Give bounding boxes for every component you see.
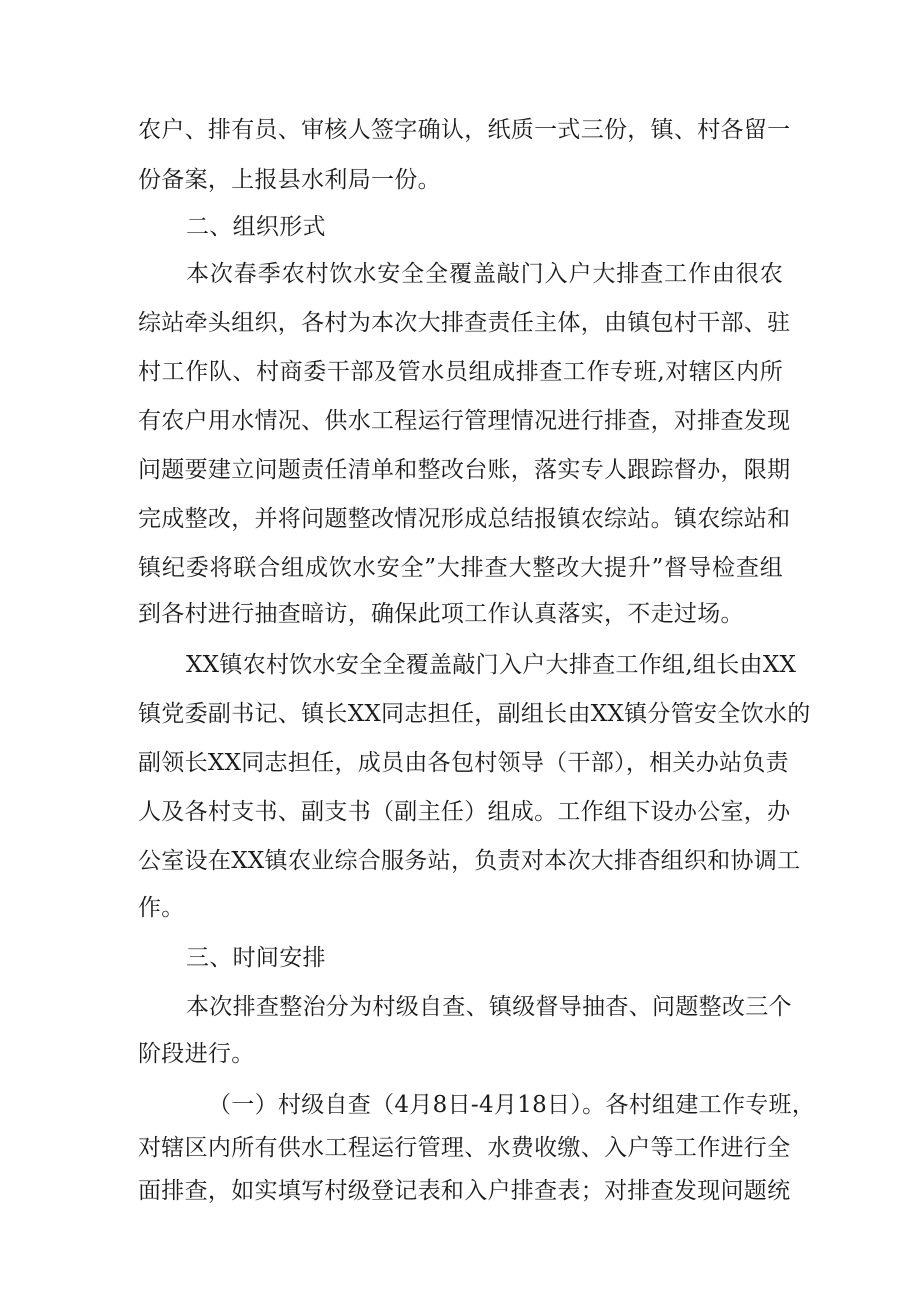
text-line: 公室设在XX镇农业综合服务站，负责对本次大排杳组织和协调工	[138, 848, 801, 874]
text-line: 问题要建立问题责任清单和整改台账，落实专人跟踪督办，限期	[138, 457, 791, 483]
text-line: 农户、排有员、审核人签字确认，纸质一式三份，镇、村各留一	[138, 117, 791, 143]
text-line: 本次排查整治分为村级自查、镇级督导抽杳、问题整改三个	[186, 994, 792, 1020]
text-line: 对辖区内所有供水工程运行管理、水费收缴、入户等工作进行全	[138, 1135, 791, 1161]
text-line: 镇纪委将联合组成饮水安全”大排查大整改大提升”督导检查组	[138, 555, 783, 581]
text-line: 综站牵头组织，各村为本次大排查责任主体，由镇包村干部、驻	[138, 310, 791, 336]
text-line: 本次春季农村饮水安全全覆盖敲门入户大排查工作由很农	[186, 261, 783, 287]
section-heading: 二、组织形式	[186, 214, 326, 240]
text-line: 镇党委副书记、镇长XX同志担任，副组长由XX镇分管安全饮水的	[138, 701, 811, 727]
text-line: 副领长XX同志担任，成员由各包村领导（干部），相关办站负责	[138, 750, 789, 776]
text-line: 有农户用水情况、供水工程运行管理情况进行排查，对排查发现	[138, 408, 791, 434]
text-line: 面排查，如实填写村级登记表和入户排查表；对排查发现问题统	[138, 1178, 791, 1204]
text-line: 到各村进行抽查暗访，确保此项工作认真落实，不走过场。	[138, 601, 744, 627]
section-heading: 三、时间安排	[186, 945, 326, 971]
text-line: 完成整改，并将问题整改情况形成总结报镇农综站。镇农综站和	[138, 506, 791, 532]
text-line: XX镇农村饮水安全全覆盖敲门入户大排查工作组,组长由XX	[186, 652, 797, 678]
text-line: 村工作队、村商委干部及管水员组成排查工作专班,对辖区内所	[138, 359, 783, 385]
text-line: 阶段进行。	[138, 1041, 255, 1067]
text-line: （一）村级自查（4月8日-4月18日）。各村组建工作专班，	[208, 1092, 816, 1118]
text-line: 人及各村支书、副支书（副主任）组成。工作组下设办公室，办	[138, 799, 791, 825]
text-line: 作。	[138, 895, 185, 921]
text-line: 份备案，上报县水利局一份。	[138, 167, 441, 193]
